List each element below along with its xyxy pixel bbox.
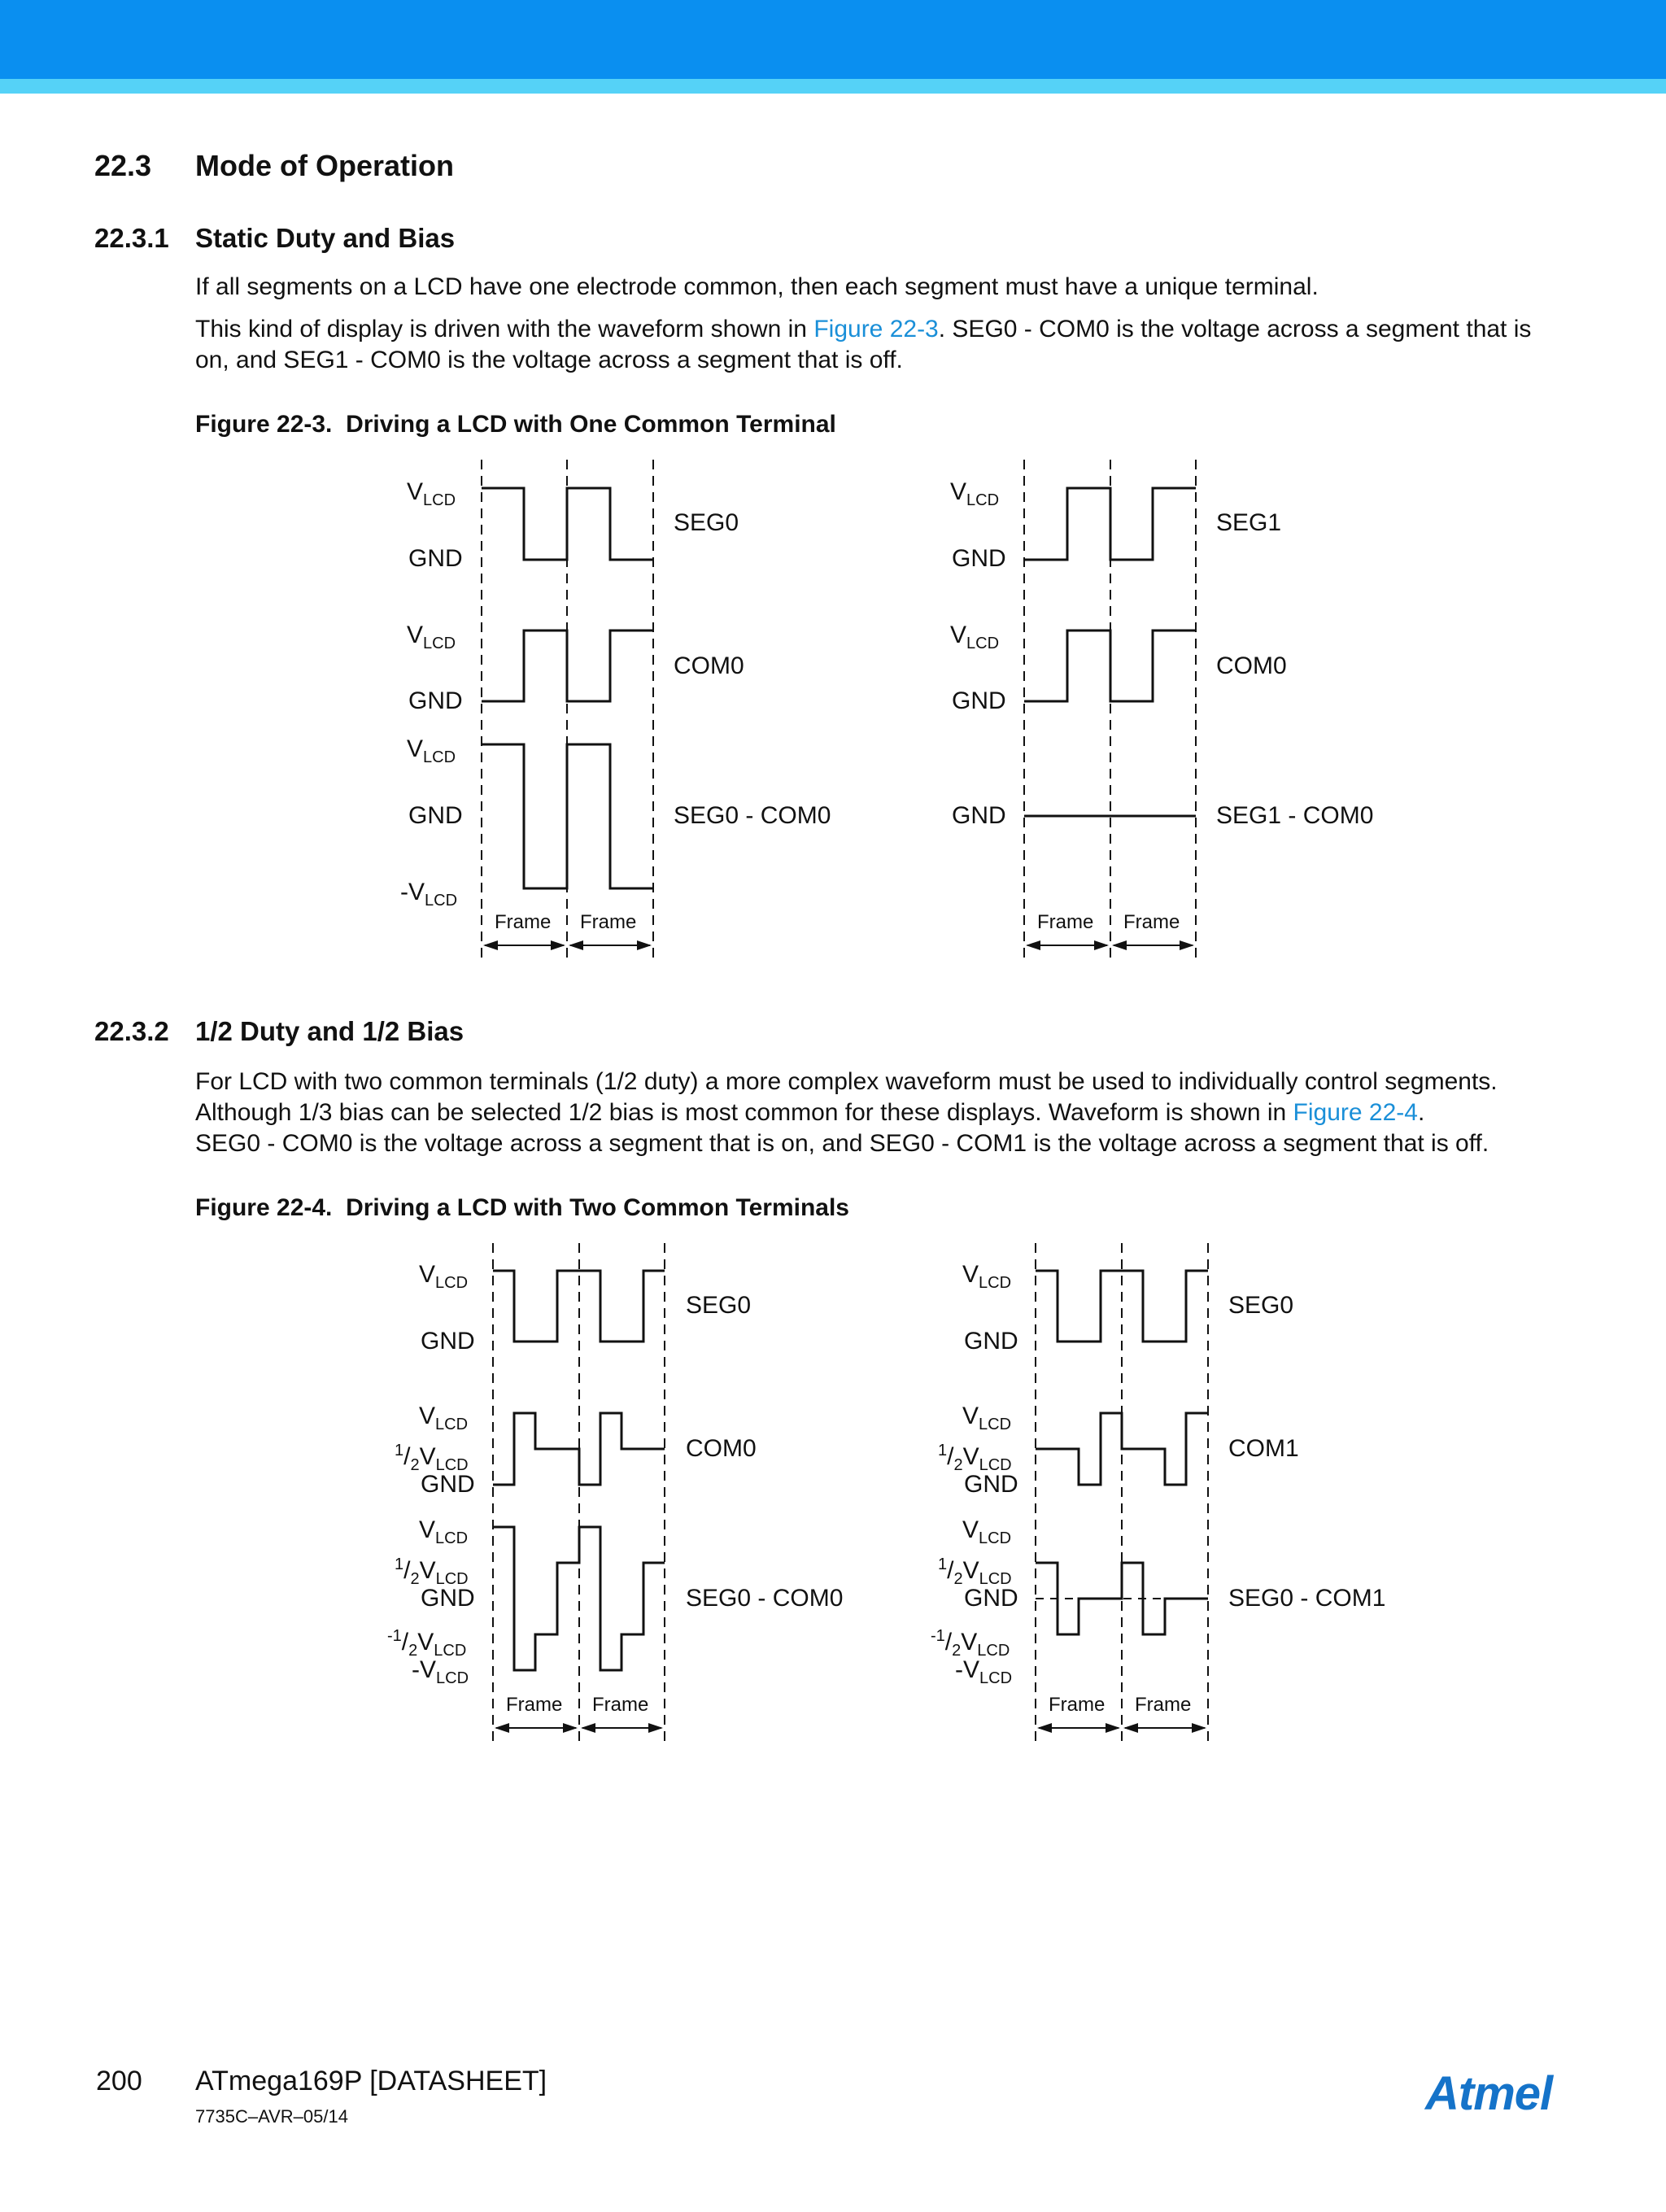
label-vlcd: $V_{LCD}$ (419, 1261, 469, 1292)
signal-name: COM0 (1216, 652, 1287, 679)
label-vlcd: $V_{LCD}$ (962, 1516, 1012, 1547)
frame-label: Frame (1123, 911, 1180, 933)
label-gnd: GND (408, 687, 463, 714)
signal-name: SEG1 - COM0 (1216, 802, 1374, 829)
label-vlcd: $V_{LCD}$ (950, 478, 1000, 509)
atmel-logo: Atmel (1425, 2067, 1553, 2120)
signal-name: SEG0 (1228, 1292, 1294, 1319)
label-gnd: GND (964, 1585, 1018, 1612)
label-half-vlcd: $^1/_2V_{LCD}$ (395, 1555, 469, 1588)
subsection-number: 22.3.2 (94, 1016, 169, 1046)
document-title: ATmega169P [DATASHEET] (195, 2066, 547, 2096)
label-vlcd: $V_{LCD}$ (419, 1403, 469, 1433)
label-neg-half-vlcd: $^{-1}/_2V_{LCD}$ (387, 1627, 467, 1660)
label-neg-half-vlcd: $^{-1}/_2V_{LCD}$ (931, 1627, 1010, 1660)
frame-label: Frame (1049, 1694, 1106, 1716)
subsection-number: 22.3.1 (94, 223, 169, 253)
section-title: Mode of Operation (195, 149, 454, 182)
figure-caption: Figure 22-4. Driving a LCD with Two Common Terminals (195, 1194, 849, 1221)
frame-label: Frame (1037, 911, 1094, 933)
label-neg-vlcd: $-V_{LCD}$ (412, 1656, 469, 1687)
label-vlcd: $V_{LCD}$ (407, 622, 456, 652)
label-vlcd: $V_{LCD}$ (962, 1261, 1012, 1292)
paragraph: This kind of display is driven with the waveform shown in Figure 22-3. SEG0 - COM0 is the voltage across a segment that is (195, 316, 1532, 342)
frame-label: Frame (592, 1694, 649, 1716)
label-gnd: GND (952, 687, 1006, 714)
signal-name: SEG0 (674, 509, 739, 536)
paragraph: If all segments on a LCD have one electrode common, then each segment must have a unique terminal. (195, 273, 1319, 300)
label-vlcd: $V_{LCD}$ (419, 1516, 469, 1547)
frame-label: Frame (506, 1694, 563, 1716)
label-gnd: GND (408, 545, 463, 572)
signal-name: SEG0 - COM0 (686, 1585, 844, 1612)
label-vlcd: $V_{LCD}$ (962, 1403, 1012, 1433)
label-gnd: GND (421, 1328, 475, 1355)
label-vlcd: $V_{LCD}$ (407, 478, 456, 509)
label-gnd: GND (421, 1471, 475, 1498)
frame-label: Frame (580, 911, 637, 933)
subsection-title: 1/2 Duty and 1/2 Bias (195, 1016, 464, 1046)
frame-label: Frame (1135, 1694, 1192, 1716)
signal-name: SEG0 - COM1 (1228, 1585, 1386, 1612)
signal-name: COM1 (1228, 1435, 1299, 1462)
label-half-vlcd: $^1/_2V_{LCD}$ (395, 1442, 469, 1474)
page-number: 200 (96, 2066, 142, 2096)
signal-name: COM0 (686, 1435, 757, 1462)
label-half-vlcd: $^1/_2V_{LCD}$ (938, 1442, 1012, 1474)
label-vlcd: $V_{LCD}$ (407, 735, 456, 766)
label-gnd: GND (408, 802, 463, 829)
signal-name: SEG1 (1216, 509, 1282, 536)
signal-name: SEG0 - COM0 (674, 802, 831, 829)
paragraph: on, and SEG1 - COM0 is the voltage across a segment that is off. (195, 347, 903, 373)
subsection-title: Static Duty and Bias (195, 223, 456, 253)
figure-link[interactable]: Figure 22-3 (813, 316, 939, 342)
frame-label: Frame (495, 911, 552, 933)
label-gnd: GND (952, 802, 1006, 829)
label-vlcd: $V_{LCD}$ (950, 622, 1000, 652)
section-number: 22.3 (94, 149, 152, 182)
label-gnd: GND (964, 1471, 1018, 1498)
label-gnd: GND (952, 545, 1006, 572)
paragraph: For LCD with two common terminals (1/2 duty) a more complex waveform must be used to individually control segments. (195, 1068, 1498, 1095)
figure-caption: Figure 22-3. Driving a LCD with One Common Terminal (195, 411, 836, 438)
label-half-vlcd: $^1/_2V_{LCD}$ (938, 1555, 1012, 1588)
figure-link[interactable]: Figure 22-4 (1293, 1099, 1418, 1126)
label-gnd: GND (421, 1585, 475, 1612)
label-gnd: GND (964, 1328, 1018, 1355)
paragraph: Although 1/3 bias can be selected 1/2 bias is most common for these displays. Waveform is shown in Figure 22-4. (195, 1099, 1425, 1126)
signal-name: COM0 (674, 652, 744, 679)
signal-name: SEG0 (686, 1292, 752, 1319)
label-neg-vlcd: $-V_{LCD}$ (955, 1656, 1013, 1687)
label-neg-vlcd: $-V_{LCD}$ (400, 879, 458, 910)
document-code: 7735C–AVR–05/14 (195, 2106, 348, 2127)
paragraph: SEG0 - COM0 is the voltage across a segment that is on, and SEG0 - COM1 is the voltage across a segment that is off. (195, 1130, 1489, 1157)
